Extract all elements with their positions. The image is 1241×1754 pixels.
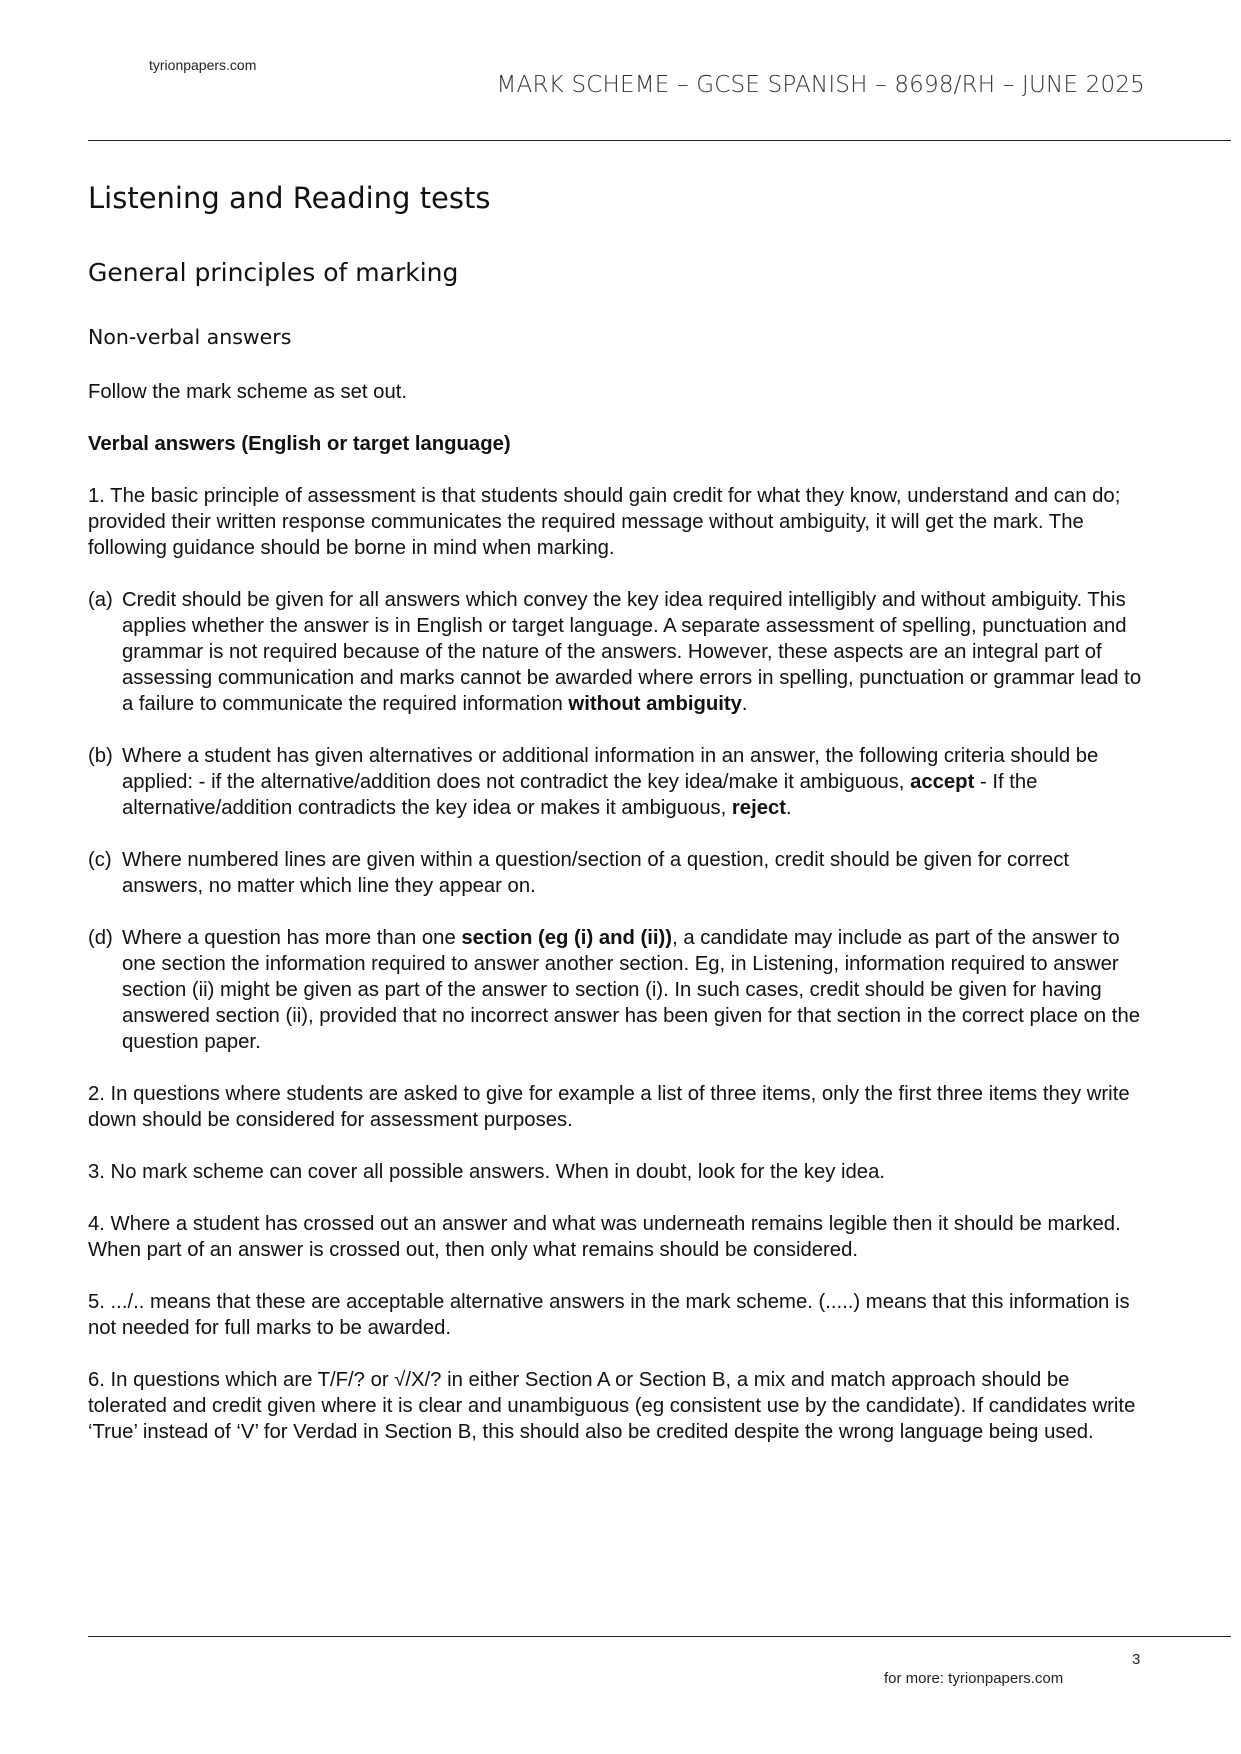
criterion-label: (b) bbox=[88, 745, 113, 767]
criterion-c bbox=[88, 847, 1148, 899]
nonverbal-text: Follow the mark scheme as set out. bbox=[88, 381, 407, 403]
criterion-text: Where a student has given alternatives or additional information in an answer, the following criteria should be applied: - if the alternative/addition does not contradict the key idea/make it ambiguous, accept - If the alternative/addition contradicts the key idea or makes it ambiguous, reject. bbox=[122, 745, 1099, 819]
running-header: MARK SCHEME – GCSE SPANISH – 8698/RH – JUNE 2025 bbox=[496, 72, 1145, 98]
criterion-a bbox=[88, 587, 1148, 717]
criterion-text: Where numbered lines are given within a question/section of a question, credit should be given for correct answers, no matter which line they appear on. bbox=[122, 849, 1069, 897]
criterion-text: Where a question has more than one section (eg (i) and (ii)), a candidate may include as part of the answer to one section the information required to answer another section. Eg, in Listening, information required to answer section (ii) might be given as part of the answer to section (i). In such cases, credit should be given for having answered section (ii), provided that no incorrect answer has been given for that section in the correct place on the question paper. bbox=[122, 927, 1141, 1053]
nonverbal-heading: Non-verbal answers bbox=[88, 325, 292, 349]
verbal-heading: Verbal answers (English or target language) bbox=[88, 433, 511, 455]
principle-5: 5. .../.. means that these are acceptable alternative answers in the mark scheme. (.....) means that this information is not needed for full marks to be awarded. bbox=[88, 1291, 1130, 1339]
watermark-bottom: for more: tyrionpapers.com bbox=[884, 1670, 1064, 1687]
principle-4: 4. Where a student has crossed out an answer and what was underneath remains legible then it should be marked. When part of an answer is crossed out, then only what remains should be considered. bbox=[88, 1213, 1121, 1261]
criterion-d bbox=[88, 925, 1148, 1055]
principle-1: 1. The basic principle of assessment is that students should gain credit for what they know, understand and can do; provided their written response communicates the required message without ambiguity, it will get the mark. The following guidance should be borne in mind when marking. bbox=[88, 485, 1121, 559]
page-content bbox=[88, 178, 1148, 1471]
section-subtitle: General principles of marking bbox=[88, 258, 459, 287]
principle-3: 3. No mark scheme can cover all possible answers. When in doubt, look for the key idea. bbox=[88, 1161, 885, 1183]
header-rule bbox=[88, 140, 1231, 141]
principle-6: 6. In questions which are T/F/? or √/X/? in either Section A or Section B, a mix and match approach should be tolerated and credit given where it is clear and unambiguous (eg consistent use by the candidate). If candidates write ‘True’ instead of ‘V’ for Verdad in Section B, this should also be credited despite the wrong language being used. bbox=[88, 1369, 1136, 1443]
criterion-b bbox=[88, 743, 1148, 821]
page-title: Listening and Reading tests bbox=[88, 181, 491, 215]
criterion-label: (c) bbox=[88, 849, 112, 871]
criterion-label: (d) bbox=[88, 927, 113, 949]
criterion-label: (a) bbox=[88, 589, 113, 611]
footer-rule bbox=[88, 1636, 1231, 1637]
watermark-top: tyrionpapers.com bbox=[149, 57, 257, 73]
page-number: 3 bbox=[1132, 1651, 1141, 1668]
principle-2: 2. In questions where students are asked to give for example a list of three items, only the first three items they write down should be considered for assessment purposes. bbox=[88, 1083, 1130, 1131]
criterion-text: Credit should be given for all answers which convey the key idea required intelligibly and without ambiguity. This applies whether the answer is in English or target language. A separate assessment of spelling, punctuation and grammar is not required because of the nature of the answers. However, these aspects are an integral part of assessing communication and marks cannot be awarded where errors in spelling, punctuation or grammar lead to a failure to communicate the required information without ambiguity. bbox=[122, 589, 1142, 715]
